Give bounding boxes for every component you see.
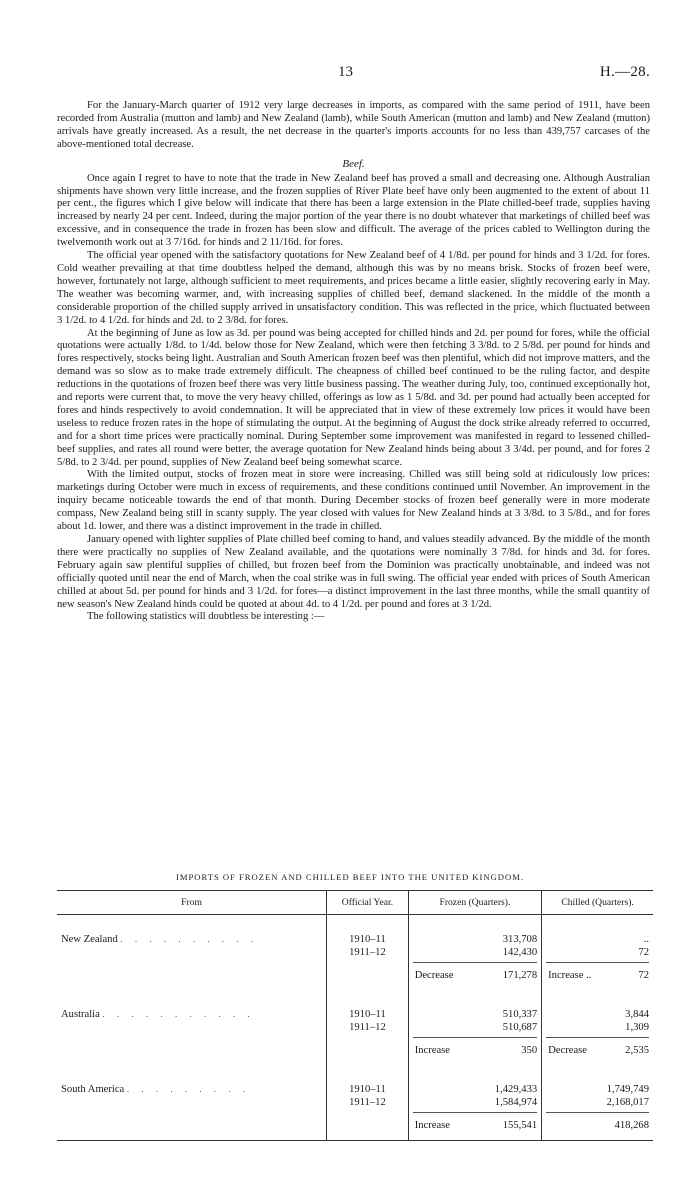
- imports-table: [57, 890, 653, 1141]
- table-row: [57, 1065, 653, 1109]
- frozen-cell: 510,687: [502, 1022, 538, 1033]
- header-from: From: [181, 897, 202, 908]
- frozen-cell: 1,429,433: [494, 1084, 538, 1095]
- paragraph-beef-3: At the beginning of June as low as 3d. per pound was being accepted for chilled hinds and 2d. per pound for fores, while the official quotations were actually 1/8d. to 1/4d. below those for New Zealand, which were then fetching 3 3/8d. to 2 5/8d. per pound for hinds and fores respectively, stocks being light. Australian and South American frozen beef was then plentiful, which did not improve matters, and the demand was so slow as to make trade extremely difficult. The cheapness of chilled beef continued to be the ruling factor, and despite reductions in the quotations of frozen beef there was very little business passing. The weather during July, too, continued exceptionally hot, and reports were current that, to move the very heavy chilled, offerings as low as 1 5/8d. and 3d. per pound had actually been accepted for fores and hinds respectively to avoid condemnation. It will be appreciated that in view of these extremely low prices it would have been useless to reduce frozen rates in the hope of stimulating the output. At the beginning of August the dock strike already referred to occurred, and for a short time prices were practically nominal. During September some improvement was manifested in regard to lessened chilled-beef supplies, and rates all round were better, the average quotation for New Zealand hinds being about 3 3/4d. per pound, and for fores 2 5/8d. to 2 3/4d. per pound, supplies of New Zealand beef being somewhat scarce.: [57, 327, 650, 468]
- change-label: Decrease: [548, 1045, 587, 1056]
- change-label: Increase: [414, 1045, 450, 1056]
- header-official-year: Official Year.: [327, 891, 409, 915]
- change-label: Decrease: [414, 970, 454, 981]
- document-reference: H.—28.: [599, 64, 650, 80]
- chilled-cell: 72: [638, 947, 649, 958]
- chilled-cell: 2,168,017: [606, 1097, 649, 1108]
- body-text: [57, 100, 650, 624]
- year-cell: 1911–12: [349, 1022, 386, 1033]
- leader-dots: . . . . . . . . . . .: [102, 1009, 255, 1019]
- year-cell: 1910–11: [349, 1084, 386, 1095]
- frozen-cell: 1,584,974: [494, 1097, 538, 1108]
- chilled-cell: ..: [643, 934, 649, 945]
- paragraph-intro: For the January-March quarter of 1912 very large decreases in imports, as compared with the same period of 1911, have been recorded from Australia (mutton and lamb) and New Zealand (lamb), while South American (mutton and lamb) and New Zealand (mutton) arrivals have greatly increased. As a result, the net decrease in the quarter's imports accounts for no less than 439,757 carcases of the above-mentioned total decrease.: [57, 100, 650, 150]
- page-number: 13: [338, 64, 353, 80]
- paragraph-beef-6: The following statistics will doubtless be interesting :—: [87, 611, 325, 623]
- change-value: 350: [521, 1045, 538, 1056]
- frozen-cell: 313,708: [502, 934, 538, 945]
- page-header: [0, 64, 700, 86]
- change-value: 171,278: [502, 970, 538, 981]
- paragraph-beef-2: The official year opened with the satisfactory quotations for New Zealand beef of 4 1/8d. per pound for hinds and 3 1/2d. for fores. Cold weather prevailing at that time doubtless helped the demand, although this was by no means brisk. Stocks of frozen beef were, however, fortunately not large, although sufficient to meet requirements, and prices became a little easier, slightly recovering early in May. The weather was becoming warmer, and, with increasing supplies of chilled beef, demand slackened. In the middle of the month a considerable proportion of the chilled supply arrived in unsatisfactory condition. This was reflected in the price, which fluctuated between 3 1/2d. to 4 1/2d. for hinds and 2d. to 2 3/8d. for fores.: [57, 250, 650, 326]
- year-cell: 1910–11: [349, 1009, 386, 1020]
- paragraph-beef-1: Once again I regret to have to note that the trade in New Zealand beef has proved a small and decreasing one. Although Australian shipments have shown very little increase, and the frozen supplies of River Plate beef have only been augmented to the extent of about 11 per cent., the figures which I give below will indicate that there has been a large extension in the Plate chilled-beef trade, supplies having increased by nearly 24 per cent. Indeed, during the major portion of the year there is no doubt whatever that marketings of chilled beef was excessive, and in consequence the trade in frozen has been slow and difficult. The average of the prices cabled to Wellington during the twelvemonth work out at 3 7/16d. for hinds and 2 11/16d. for fores.: [57, 172, 650, 249]
- change-label: [546, 1119, 548, 1132]
- year-cell: 1911–12: [349, 1097, 386, 1108]
- change-label: Increase: [414, 1120, 450, 1131]
- origin-label: Australia: [61, 1009, 100, 1020]
- change-value: 418,268: [614, 1120, 649, 1131]
- table-row-change: [57, 959, 653, 990]
- paragraph-beef-4: With the limited output, stocks of frozen meat in store were increasing. Chilled was still being sold at ridiculously low prices: marketings during October were much in excess of requirements, and these conditions continued until November. An improvement in the inquiry became noticeable towards the end of that month. During December stocks of frozen beef generally were in more moderate compass, New Zealand being still in scanty supply. The year closed with values for New Zealand hinds at 3 3/8d. to 3 5/8d., and for fores about 1d. lower, and there was a distinct improvement in the trade in chilled.: [57, 469, 650, 533]
- origin-label: New Zealand: [61, 934, 118, 945]
- origin-label: South America: [61, 1084, 125, 1095]
- header-frozen: Frozen (Quarters).: [408, 891, 541, 915]
- table-row-change: [57, 1109, 653, 1141]
- frozen-cell: 510,337: [502, 1009, 538, 1020]
- table-title: IMPORTS OF FROZEN AND CHILLED BEEF INTO THE UNITED KINGDOM.: [176, 872, 524, 882]
- change-value: 2,535: [625, 1045, 649, 1056]
- year-cell: 1910–11: [349, 934, 386, 945]
- year-cell: 1911–12: [349, 947, 386, 958]
- chilled-cell: 1,309: [625, 1022, 649, 1033]
- section-heading-beef: Beef.: [342, 157, 365, 170]
- chilled-cell: 3,844: [625, 1009, 649, 1020]
- table-header-row: [57, 891, 653, 915]
- table-row: [57, 990, 653, 1034]
- table-row-change: [57, 1034, 653, 1065]
- header-chilled: Chilled (Quarters).: [542, 891, 653, 915]
- change-value: 72: [638, 970, 649, 981]
- frozen-cell: 142,430: [502, 947, 538, 958]
- paragraph-beef-5: January opened with lighter supplies of Plate chilled beef coming to hand, and values steadily advanced. By the middle of the month there were practically no supplies of New Zealand available, and the quotations were nominally 3 7/8d. for hinds and 3d. for fores. February again saw plentiful supplies of chilled, but frozen beef from the Dominion was practically unobtainable, and indeed was not officially quoted until near the end of March, when the coal strike was in full swing. The official year ended with prices of South American chilled at about 5d. per pound for hinds and 3 1/2d. for fores—a distinct improvement in the last three months, while the small quantity of new season's New Zealand hinds could be quoted at about 4d. to 4 1/2d. per pound and fores at 3 1/2d.: [57, 534, 650, 610]
- change-label: Increase ..: [548, 970, 592, 981]
- chilled-cell: 1,749,749: [606, 1084, 649, 1095]
- leader-dots: . . . . . . . . . .: [120, 934, 259, 944]
- table-row: [57, 915, 653, 960]
- change-value: 155,541: [502, 1120, 538, 1131]
- leader-dots: . . . . . . . . .: [126, 1084, 251, 1094]
